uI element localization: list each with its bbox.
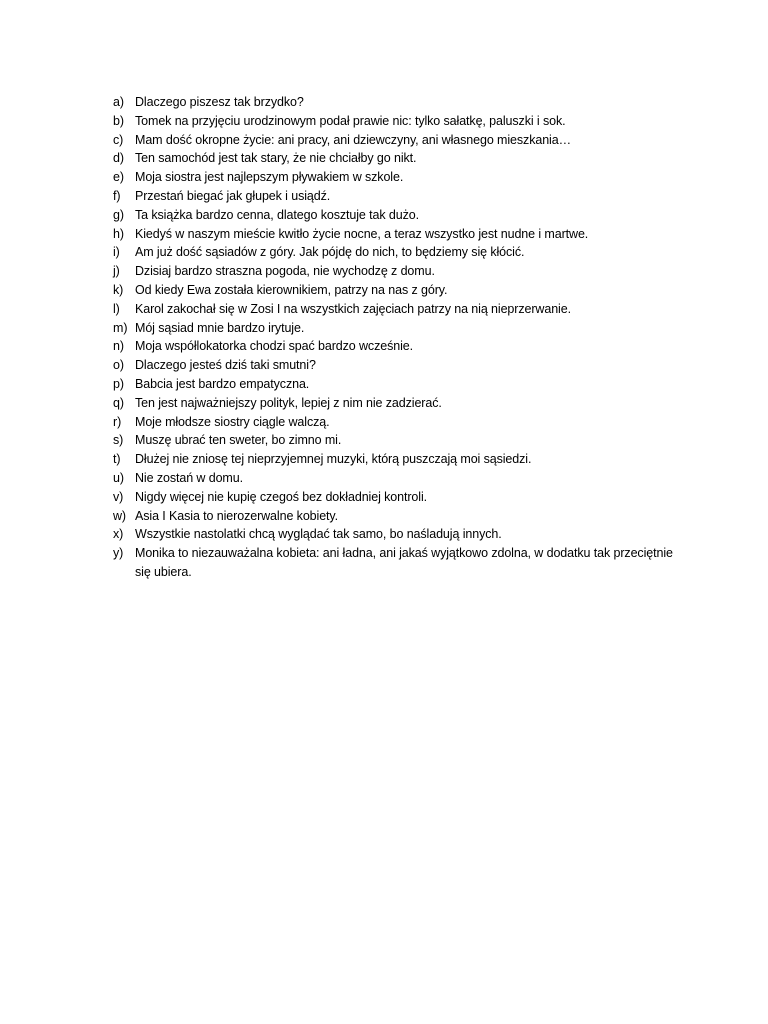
item-text: Mam dość okropne życie: ani pracy, ani dziewczyny, ani własnego mieszkania… (135, 132, 571, 147)
list-item (113, 337, 673, 356)
item-text: Karol zakochał się w Zosi I na wszystkich zajęciach patrzy na nią nieprzerwanie. (135, 301, 571, 316)
item-text: Od kiedy Ewa została kierownikiem, patrzy na nas z góry. (135, 282, 448, 297)
list-item (113, 507, 673, 526)
list-item (113, 488, 673, 507)
item-marker: s) (113, 433, 124, 448)
item-marker: o) (113, 358, 124, 373)
item-text: Ten samochód jest tak stary, że nie chciałby go nikt. (135, 151, 417, 166)
item-marker: x) (113, 527, 124, 542)
item-marker: k) (113, 282, 124, 297)
list-item (113, 262, 673, 281)
list-item (113, 206, 673, 225)
item-text: Wszystkie nastolatki chcą wyglądać tak samo, bo naśladują innych. (135, 527, 502, 542)
item-marker: i) (113, 245, 120, 260)
item-text: Dlaczego jesteś dziś taki smutni? (135, 358, 316, 373)
item-marker: r) (113, 414, 122, 429)
list-item (113, 281, 673, 300)
item-text: Moja siostra jest najlepszym pływakiem w szkole. (135, 170, 404, 185)
item-text: Dlaczego piszesz tak brzydko? (135, 95, 304, 109)
list-item (113, 149, 673, 168)
item-marker: m) (113, 320, 128, 335)
item-marker: y) (113, 546, 124, 561)
item-marker: b) (113, 113, 124, 128)
list-item (113, 112, 673, 131)
item-marker: d) (113, 151, 124, 166)
item-marker: j) (113, 264, 120, 279)
list-item (113, 544, 673, 582)
list-item (113, 413, 673, 432)
sentence-list (113, 93, 673, 582)
item-text: Ta książka bardzo cenna, dlatego kosztuje tak dużo. (135, 207, 419, 222)
list-item (113, 431, 673, 450)
item-marker: w) (113, 508, 126, 523)
item-text: Monika to niezauważalna kobieta: ani ładna, ani jakaś wyjątkowo zdolna, w dodatku tak przeciętnie się ubiera. (135, 546, 673, 579)
item-text: Moja współlokatorka chodzi spać bardzo wcześnie. (135, 339, 413, 354)
item-marker: c) (113, 132, 124, 147)
item-text: Kiedyś w naszym mieście kwitło życie nocne, a teraz wszystko jest nudne i martwe. (135, 226, 589, 241)
item-text: Tomek na przyjęciu urodzinowym podał prawie nic: tylko sałatkę, paluszki i sok. (135, 113, 566, 128)
item-text: Muszę ubrać ten sweter, bo zimno mi. (135, 433, 342, 448)
item-marker: t) (113, 452, 121, 467)
item-marker: f) (113, 188, 121, 203)
item-marker: q) (113, 395, 124, 410)
item-marker: g) (113, 207, 124, 222)
list-item (113, 525, 673, 544)
list-item (113, 319, 673, 338)
list-item (113, 168, 673, 187)
item-marker: u) (113, 470, 124, 485)
item-marker: n) (113, 339, 124, 354)
list-item (113, 356, 673, 375)
item-marker: h) (113, 226, 124, 241)
item-marker: v) (113, 489, 124, 504)
list-item (113, 187, 673, 206)
item-text: Nie zostań w domu. (135, 470, 243, 485)
item-text: Przestań biegać jak głupek i usiądź. (135, 188, 331, 203)
list-item (113, 243, 673, 262)
item-text: Dzisiaj bardzo straszna pogoda, nie wychodzę z domu. (135, 264, 435, 279)
list-item (113, 93, 673, 112)
item-text: Babcia jest bardzo empatyczna. (135, 376, 310, 391)
item-marker: p) (113, 376, 124, 391)
item-text: Dłużej nie zniosę tej nieprzyjemnej muzyki, którą puszczają moi sąsiedzi. (135, 452, 532, 467)
item-text: Asia I Kasia to nierozerwalne kobiety. (135, 508, 339, 523)
item-text: Am już dość sąsiadów z góry. Jak pójdę do nich, to będziemy się kłócić. (135, 245, 525, 260)
list-item (113, 131, 673, 150)
item-text: Moje młodsze siostry ciągle walczą. (135, 414, 330, 429)
list-item (113, 450, 673, 469)
item-marker: l) (113, 301, 120, 316)
item-marker: e) (113, 170, 124, 185)
list-item (113, 375, 673, 394)
list-item (113, 300, 673, 319)
list-item (113, 469, 673, 488)
list-item (113, 225, 673, 244)
item-text: Nigdy więcej nie kupię czegoś bez dokładniej kontroli. (135, 489, 427, 504)
list-item (113, 394, 673, 413)
item-marker: a) (113, 95, 124, 109)
item-text: Mój sąsiad mnie bardzo irytuje. (135, 320, 305, 335)
item-text: Ten jest najważniejszy polityk, lepiej z nim nie zadzierać. (135, 395, 442, 410)
